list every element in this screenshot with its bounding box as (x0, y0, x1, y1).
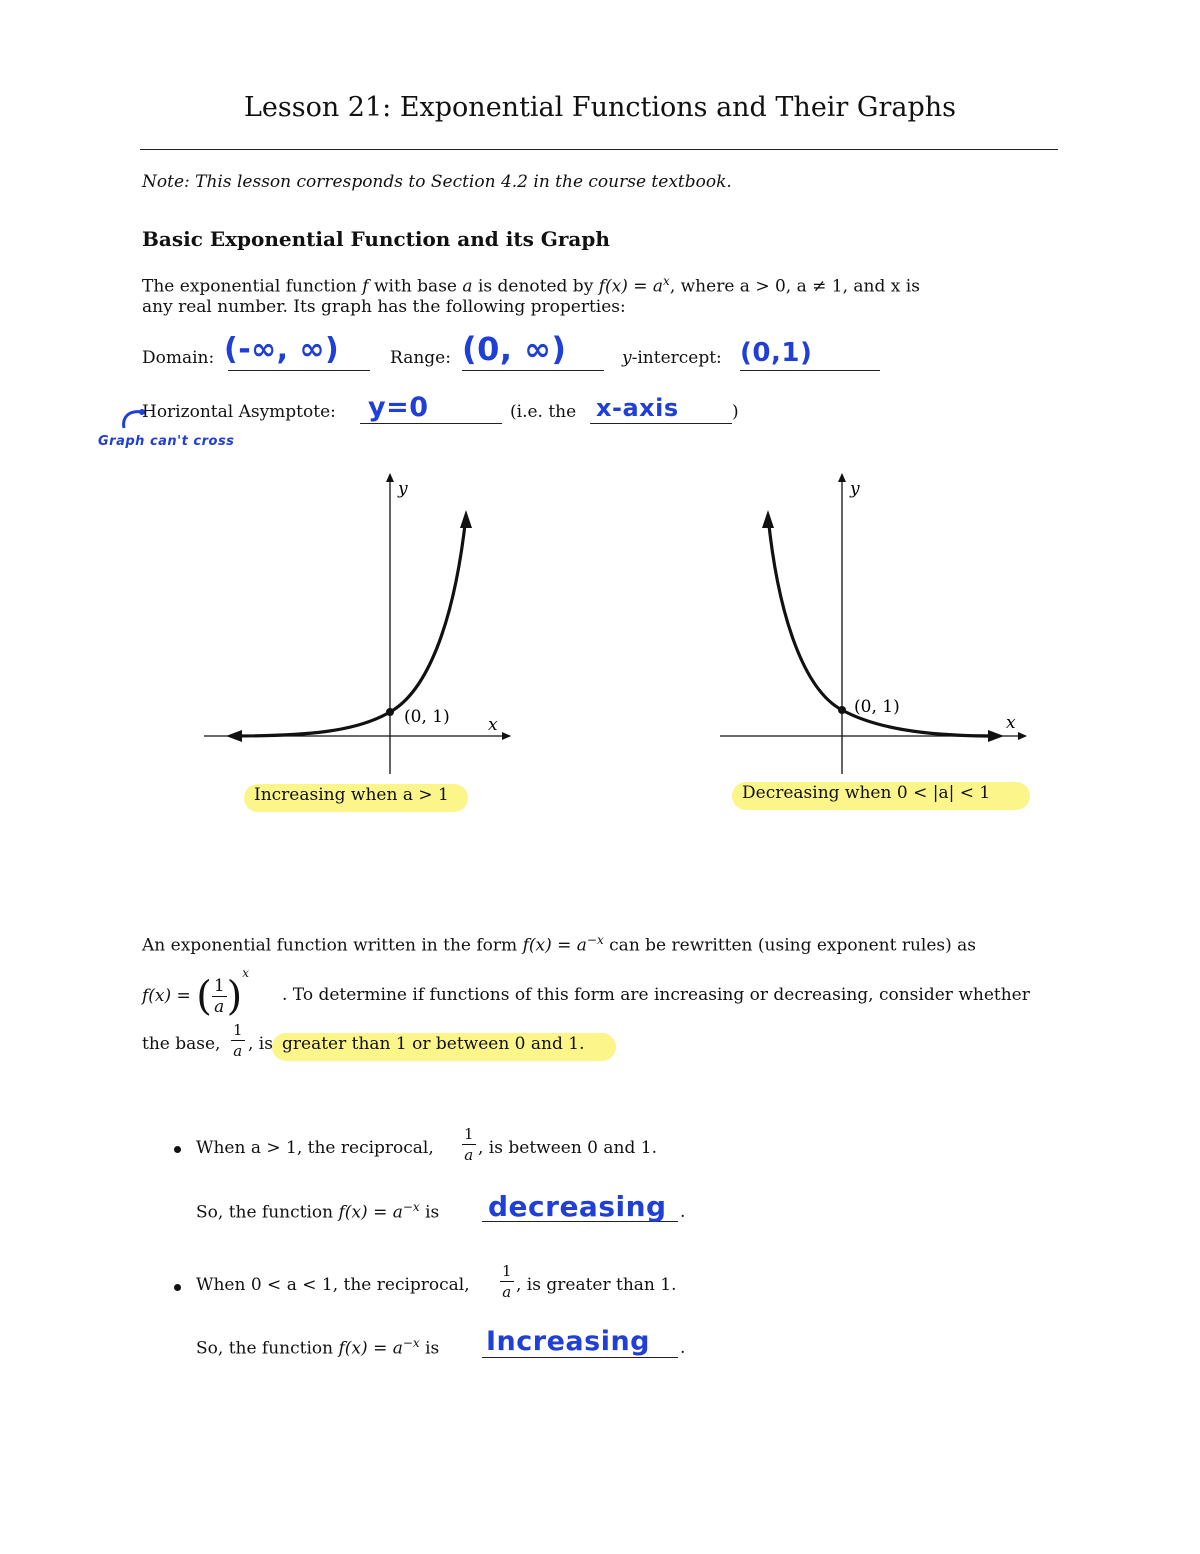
y-intercept-label (622, 348, 722, 368)
bullet-dot (174, 1146, 181, 1153)
answer-decreasing: decreasing (488, 1190, 667, 1223)
rewrite-line-3-is: , is (248, 1034, 273, 1054)
so-is: is (425, 1202, 440, 1223)
intercept-point (386, 708, 394, 716)
increasing-curve (232, 516, 466, 736)
rewrite-line-1 (142, 933, 976, 956)
asymptote-label: Horizontal Asymptote: (142, 402, 336, 422)
rewrite-text: can be rewritten (using exponent rules) as (609, 935, 977, 956)
so-formula: f(x) = a (338, 1202, 403, 1223)
so-is: is (425, 1338, 440, 1359)
fraction-numerator: 1 (213, 976, 225, 996)
domain-blank (228, 370, 370, 371)
title-rule (140, 149, 1058, 150)
range-answer: (0, ∞) (462, 330, 567, 368)
base-fraction (231, 1020, 245, 1061)
rewrite-line-2 (142, 966, 249, 1020)
so-text: So, the function (196, 1202, 334, 1223)
curve-arrow-icon (762, 510, 774, 528)
curve-arrow-icon (460, 510, 472, 528)
rewrite-exponent: x (242, 966, 250, 980)
ie-label: (i.e. the (510, 402, 577, 422)
note-text: Note: This lesson corresponds to Section 4.2 in the course textbook. (142, 172, 732, 192)
domain-label: Domain: (142, 348, 215, 368)
graph-increasing (196, 466, 526, 786)
asymptote-answer: y=0 (368, 392, 429, 423)
graph-decreasing (712, 466, 1042, 786)
asymptote-blank (360, 423, 502, 424)
intro-text: The exponential function (142, 276, 357, 297)
fraction-numerator: 1 (464, 1125, 474, 1143)
range-label: Range: (390, 348, 451, 368)
answer-increasing: Increasing (486, 1326, 650, 1357)
y-axis-label: y (850, 479, 860, 499)
so-formula: f(x) = a (338, 1338, 403, 1359)
x-axis-label: x (488, 715, 498, 735)
point-label: (0, 1) (404, 707, 450, 727)
fraction-numerator: 1 (502, 1262, 512, 1280)
paren-close: ) (226, 973, 243, 1020)
section-heading: Basic Exponential Function and its Graph (142, 227, 610, 251)
intro-formula: f(x) = a (598, 276, 664, 297)
so-exponent: −x (402, 1336, 420, 1350)
range-blank (462, 370, 604, 371)
point-label: (0, 1) (854, 697, 900, 717)
intro-text: , where a > 0, a ≠ 1, and x is (669, 276, 920, 297)
so-exponent: −x (402, 1200, 420, 1214)
answer-blank-2 (482, 1357, 678, 1358)
y-var: y (622, 348, 632, 368)
domain-answer: (-∞, ∞) (224, 332, 340, 367)
bullet-2-text-end: , is greater than 1. (516, 1275, 677, 1295)
bullet-2-text: When 0 < a < 1, the reciprocal, (196, 1275, 470, 1295)
bullet-2-so (196, 1336, 439, 1359)
fraction-denominator: a (502, 1283, 512, 1301)
rewrite-f: f(x) = (142, 986, 191, 1006)
ie-answer: x-axis (596, 394, 679, 422)
graph-caption-increasing: Increasing when a > 1 (254, 785, 449, 805)
y-intercept-blank (740, 370, 880, 371)
rewrite-text: An exponential function written in the form (142, 935, 518, 956)
so-text: So, the function (196, 1338, 334, 1359)
page-title: Lesson 21: Exponential Functions and Their Graphs (243, 92, 957, 123)
fraction (212, 976, 227, 1017)
bullet-1-so (196, 1200, 439, 1223)
intro-exponent: x (663, 274, 670, 288)
fraction-denominator: a (464, 1146, 474, 1164)
intro-text: is denoted by (477, 276, 594, 297)
rewrite-line-2-text: . To determine if functions of this form are increasing or decreasing, consider whether (282, 985, 1030, 1005)
curve-arrow-icon (226, 730, 242, 742)
period: . (680, 1338, 686, 1358)
intro-f: f (362, 276, 369, 297)
bullet-2-fraction (500, 1261, 514, 1302)
rewrite-line-3: the base, (142, 1034, 221, 1054)
graph-caption-decreasing: Decreasing when 0 < |a| < 1 (742, 783, 991, 803)
ie-blank (590, 423, 732, 424)
ie-close: ) (732, 402, 739, 422)
fraction-denominator: a (233, 1042, 243, 1060)
x-axis-label: x (1006, 713, 1016, 733)
rewrite-highlight-text: greater than 1 or between 0 and 1. (282, 1034, 585, 1054)
period: . (680, 1202, 686, 1222)
fraction-numerator: 1 (233, 1021, 243, 1039)
fraction-denominator: a (214, 997, 225, 1017)
intro-base: a (462, 276, 473, 297)
bullet-1-text-end: , is between 0 and 1. (478, 1138, 657, 1158)
rewrite-formula: f(x) = a (522, 935, 587, 956)
paren-open: ( (196, 973, 212, 1020)
intercept-point (838, 706, 846, 714)
bullet-1-fraction (462, 1124, 476, 1165)
intro-text: with base (374, 276, 457, 297)
y-axis-label: y (398, 479, 408, 499)
bullet-1-text: When a > 1, the reciprocal, (196, 1138, 434, 1158)
bullet-dot (174, 1284, 181, 1291)
y-intercept-text: -intercept: (631, 348, 722, 368)
curve-arrow-icon (988, 730, 1004, 742)
intro-line-2: any real number. Its graph has the following properties: (142, 297, 626, 317)
rewrite-exponent: −x (586, 933, 604, 947)
y-intercept-answer: (0,1) (740, 338, 813, 368)
margin-note: Graph can't cross (98, 434, 235, 449)
